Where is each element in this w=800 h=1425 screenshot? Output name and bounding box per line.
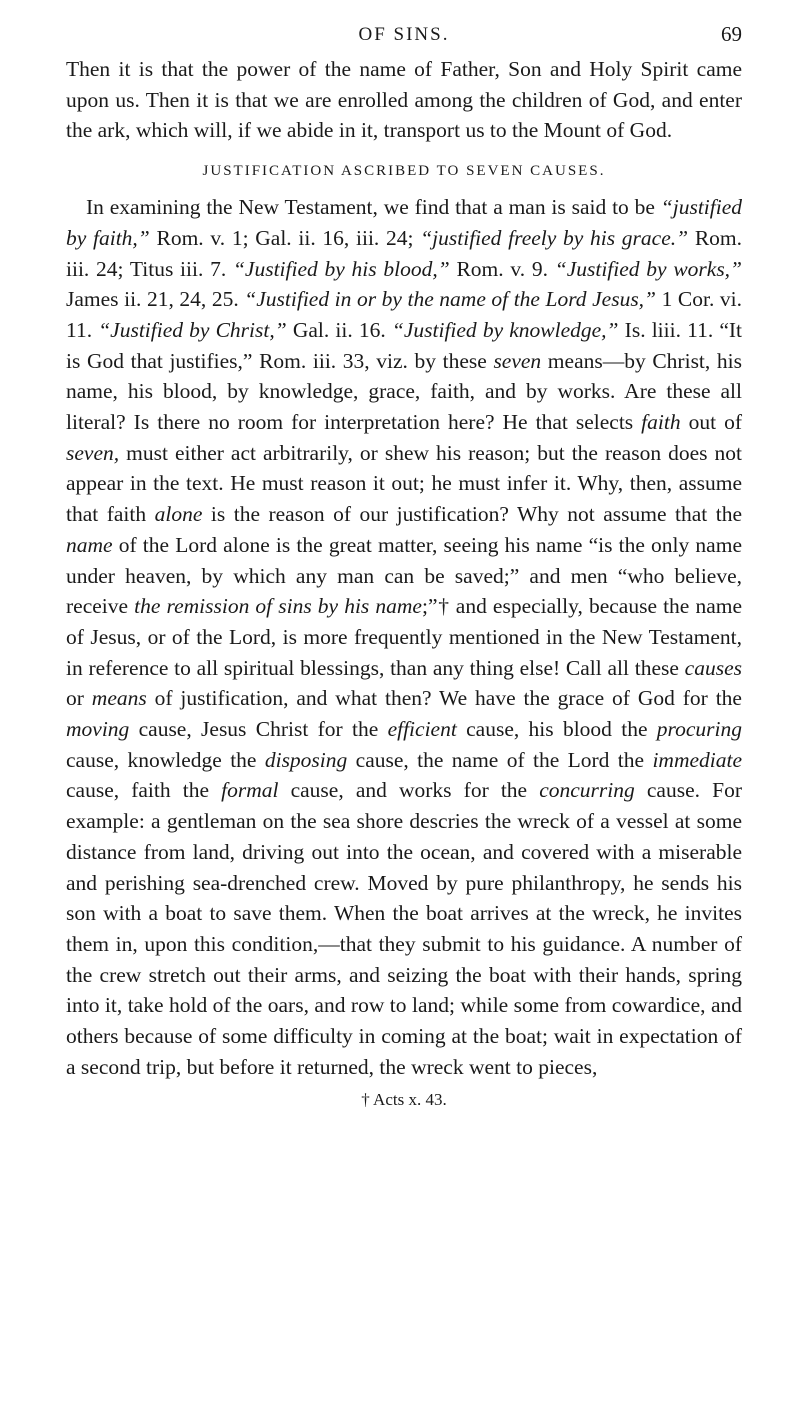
text-run: cause, and works for the — [278, 778, 540, 803]
italic-quote: “Justified by works,” — [554, 256, 743, 281]
text-run: of justification, and what then? We have the grace of God for the — [146, 686, 742, 711]
italic-word: seven, — [66, 440, 120, 465]
italic-word: immediate — [652, 747, 742, 772]
italic-word: alone — [154, 502, 203, 527]
italic-quote: “Justified by knowledge,” — [391, 317, 619, 342]
text-run: cause, Jesus Christ for the — [129, 717, 388, 742]
text-run: out of — [680, 410, 742, 435]
section-heading: JUSTIFICATION ASCRIBED TO SEVEN CAUSES. — [202, 163, 606, 180]
italic-quote: “Justified by his blood,” — [232, 256, 450, 281]
text-run: cause, faith the — [66, 778, 222, 803]
italic-word: moving — [66, 717, 130, 742]
running-head — [66, 18, 742, 54]
italic-word: disposing — [264, 747, 348, 772]
italic-word: efficient — [387, 717, 457, 742]
italic-quote: “Justified by Christ,” — [98, 317, 287, 342]
italic-word: concurring — [539, 778, 635, 803]
body-paragraph — [66, 192, 742, 1082]
italic-quote: “justified by faith,” — [66, 195, 742, 250]
text-run: Rom. v. 9. — [449, 256, 555, 281]
intro-paragraph: Then it is that the power of the name of Father, Son and Holy Spirit came upon us. Then it is that we are enrolled among the children of God, and enter the ark, which will, if we abide in it, transport us to the Mount of God. — [66, 57, 742, 143]
italic-quote: “justified freely by his grace.” — [420, 225, 689, 250]
italic-word: procuring — [656, 717, 742, 742]
text-run: cause, his blood the — [456, 717, 657, 742]
text-run: means—by Christ, his name, his blood, by knowledge, grace, faith, and by works. Are these all literal? Is there no room for interpretation here? He that selects — [66, 348, 742, 435]
text-run: Rom. v. 1; Gal. ii. 16, iii. 24; — [149, 225, 421, 250]
text-run: must either act arbitrarily, or shew his reason; but the reason does not appear in the text. He must reason it out; he must infer it. Why, then, assume that faith — [66, 440, 742, 527]
text-run: cause, knowledge the — [66, 747, 265, 772]
italic-word: means — [91, 686, 147, 711]
book-page — [66, 18, 742, 1111]
italic-quote: “Justified in or by the name of the Lord Jesus,” — [244, 287, 657, 312]
text-run: 1 Cor. vi. 11. — [66, 287, 742, 342]
italic-word: formal — [221, 778, 279, 803]
italic-phrase: the remission of sins by his name — [134, 594, 422, 619]
text-run: ;”† and especially, because the name of Jesus, or of the Lord, is more frequently mentioned in the New Testament, in reference to all spiritual blessings, than any thing else! Call all these — [66, 594, 743, 680]
text-run: James ii. 21, 24, 25. — [66, 287, 245, 312]
footnote: † Acts x. 43. — [361, 1089, 447, 1109]
italic-word: faith — [641, 410, 681, 435]
text-run: In examining the New Testament, we find that a man is said to be — [86, 195, 661, 220]
text-run: is the reason of our justification? Why not assume that the — [202, 502, 742, 527]
text-run: or — [66, 686, 92, 711]
text-run: cause. For example: a gentleman on the sea shore descries the wreck of a vessel at some distance from land, driving out into the ocean, and covered with a miserable and perishing sea-drenched crew. Moved by pure philanthropy, he sends his son with a boat to save them. When the boat arrives at the wreck, he invites them in, upon this condition,—that they submit to his guidance. A number of the crew stretch out their arms, and seizing the boat with their hands, spring into it, take hold of the oars, and row to land; while some from cowardice, and others because of some difficulty in coming at the boat; wait in expectation of a second trip, but before it returned, the wreck went to pieces, — [66, 778, 742, 1079]
text-run: cause, the name of the Lord the — [347, 747, 653, 772]
text-run: Rom. iii. 24; Titus iii. 7. — [66, 225, 743, 281]
text-run: Gal. ii. 16. — [286, 317, 392, 342]
running-title: OF SINS. — [358, 24, 450, 45]
text-run: of the Lord alone is the great matter, seeing his name “is the only name under heaven, by which any man can be saved;” and men “who believe, receive — [66, 532, 742, 619]
page-number: 69 — [721, 22, 742, 46]
italic-word: name — [66, 532, 113, 557]
italic-word: seven — [493, 348, 542, 373]
italic-word: causes — [684, 655, 742, 680]
text-run: Is. liii. 11. “It is God that justifies,” Rom. iii. 33, viz. by these — [66, 317, 743, 373]
